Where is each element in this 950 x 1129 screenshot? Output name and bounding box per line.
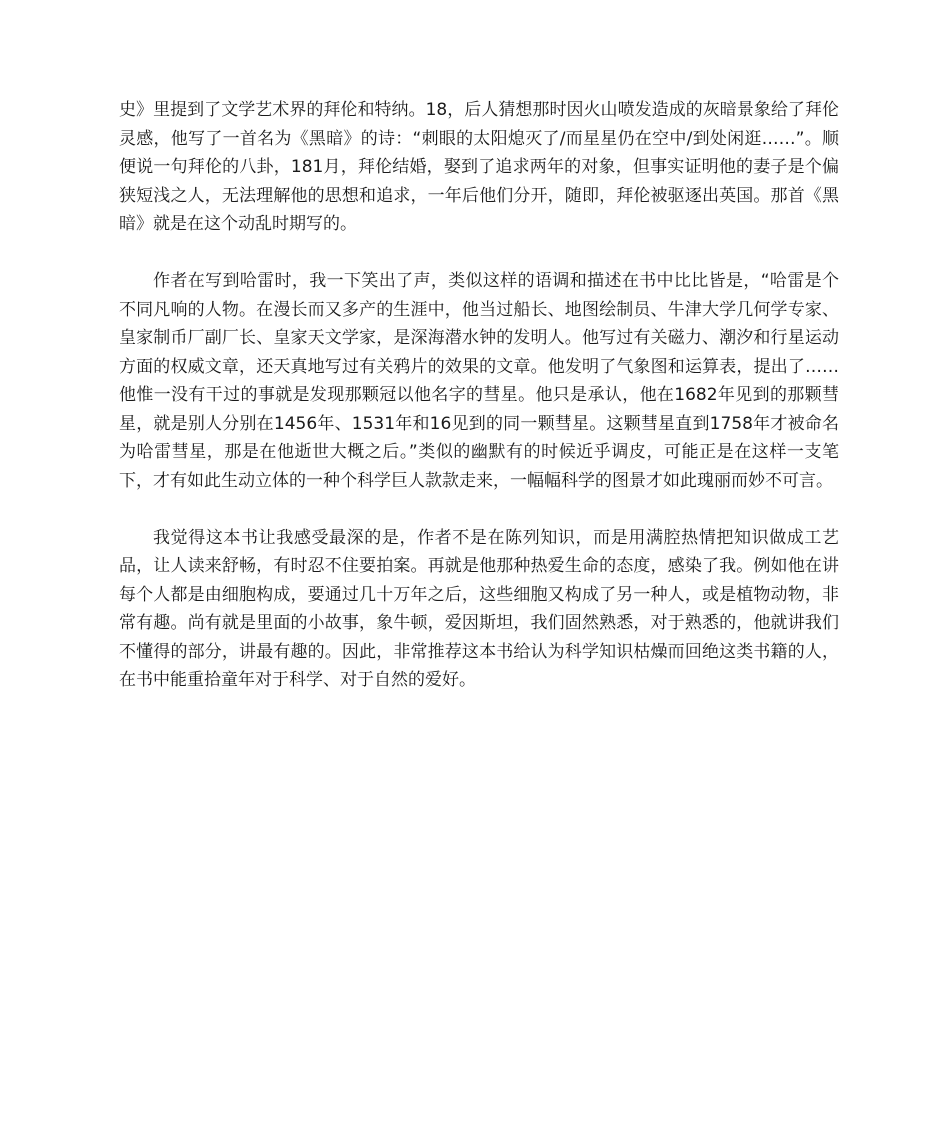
document-body	[119, 96, 839, 695]
paragraph-reflection: 我觉得这本书让我感受最深的是，作者不是在陈列知识，而是用满腔热情把知识做成工艺品，让人读来舒畅，有时忍不住要拍案。再就是他那种热爱生命的态度，感染了我。例如他在讲每个人都是由细胞构成，要通过几十万年之后，这些细胞又构成了另一种人，或是植物动物，非常有趣。尚有就是里面的小故事，象牛顿，爱因斯坦，我们固然熟悉，对于熟悉的，他就讲我们不懂得的部分，讲最有趣的。因此，非常推荐这本书给认为科学知识枯燥而回绝这类书籍的人，在书中能重拾童年对于科学、对于自然的爱好。	[119, 527, 839, 690]
paragraph-byron-tambora: 史》里提到了文学艺术界的拜伦和特纳。18，后人猜想那时因火山喷发造成的灰暗景象给了拜伦灵感，他写了一首名为《黑暗》的诗：“刺眼的太阳熄灭了/而星星仍在空中/到处闲逛……”。顺便说一句拜伦的八卦，181月，拜伦结婚，娶到了追求两年的对象，但事实证明他的妻子是个偏狭短浅之人，无法理解他的思想和追求，一年后他们分开，随即，拜伦被驱逐出英国。那首《黑暗》就是在这个动乱时期写的。	[119, 100, 839, 234]
paragraph-halley: 作者在写到哈雷时，我一下笑出了声，类似这样的语调和描述在书中比比皆是，“哈雷是个不同凡响的人物。在漫长而又多产的生涯中，他当过船长、地图绘制员、牛津大学几何学专家、皇家制币厂副厂长、皇家天文学家，是深海潜水钟的发明人。他写过有关磁力、潮汐和行星运动方面的权威文章，还天真地写过有关鸦片的效果的文章。他发明了气象图和运算表，提出了……他惟一没有干过的事就是发现那颗冠以他名字的彗星。他只是承认，他在1682年见到的那颗彗星，就是别人分别在1456年、1531年和16见到的同一颗彗星。这颗彗星直到1758年才被命名为哈雷彗星，那是在他逝世大概之后。”类似的幽默有的时候近乎调皮，可能正是在这样一支笔下，才有如此生动立体的一种个科学巨人款款走来，一幅幅科学的图景才如此瑰丽而妙不可言。	[119, 271, 839, 491]
